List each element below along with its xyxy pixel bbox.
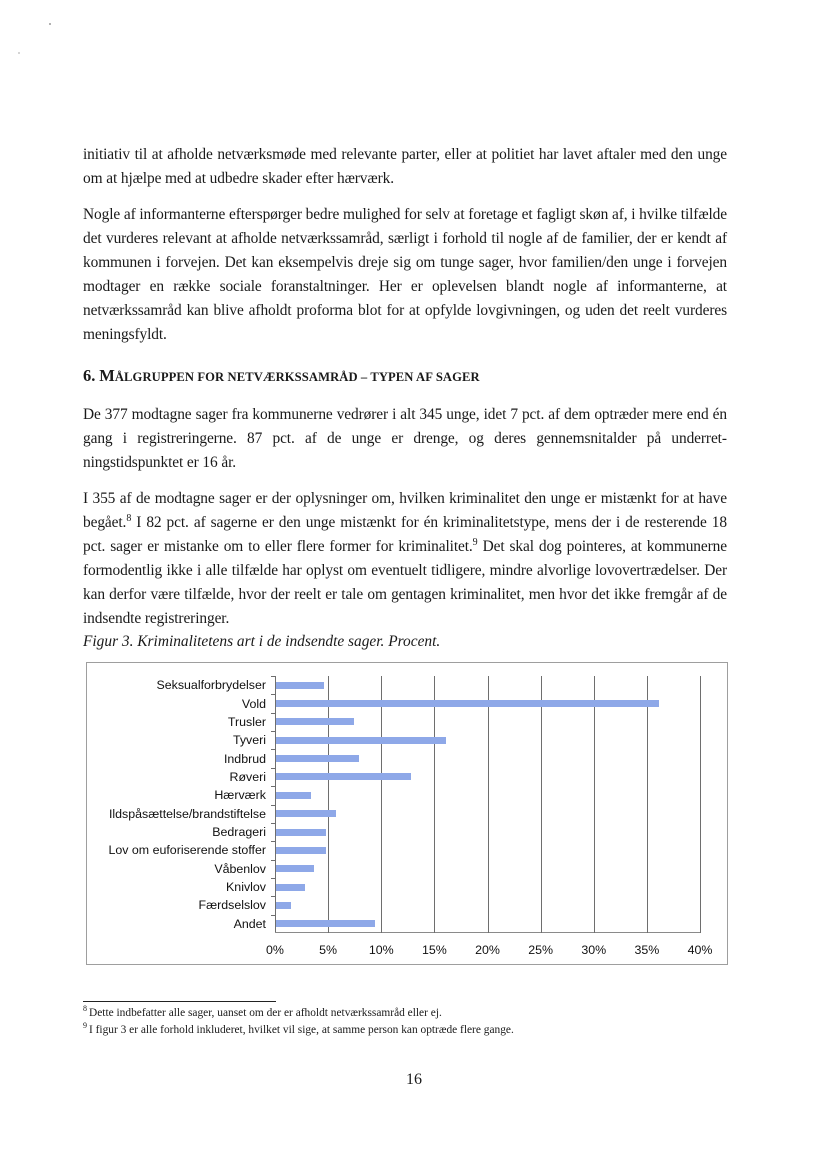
gridline <box>328 676 329 933</box>
bar <box>276 682 324 689</box>
section-number: 6. <box>83 366 96 385</box>
bar <box>276 829 326 836</box>
category-label: Tyveri <box>232 733 266 748</box>
bar <box>276 718 354 725</box>
y-axis <box>275 676 276 933</box>
bar <box>276 773 411 780</box>
y-tick <box>271 823 275 824</box>
y-tick <box>271 768 275 769</box>
x-tick-label: 25% <box>528 943 554 957</box>
y-tick <box>271 896 275 897</box>
y-tick <box>271 878 275 879</box>
footnote-text: Dette indbefatter alle sager, uanset om der er afholdt netværkssamråd eller ej. <box>89 1007 442 1019</box>
figure-caption: Figur 3. Kriminalitetens art i de indsendte sager. Procent. <box>83 633 441 650</box>
category-label: Andet <box>233 916 266 931</box>
x-tick-label: 30% <box>581 943 607 957</box>
footnote-8 <box>83 1006 723 1021</box>
scan-speck <box>49 23 51 25</box>
category-label: Ildspåsættelse/brandstiftelse <box>108 806 266 821</box>
x-tick-label: 20% <box>475 943 500 957</box>
paragraph-text: I 355 af de modtagne sager er der oplysninger om, hvilken kriminalitet den unge er mistænkt for at have begået. <box>83 490 727 531</box>
x-tick-label: 5% <box>319 943 338 957</box>
category-label: Færdselslov <box>198 898 266 913</box>
y-tick <box>271 915 275 916</box>
gridline <box>434 676 435 933</box>
paragraph-text: I 82 pct. af sagerne er den unge mistænkt for én kriminalitetstype, mens der i de resterende 18 pct. sager er mistanke om to eller flere former for kriminalitet. <box>83 514 727 555</box>
bar <box>276 810 336 817</box>
bar <box>276 865 314 872</box>
bar <box>276 792 311 799</box>
gridline <box>541 676 542 933</box>
y-tick <box>271 694 275 695</box>
category-label: Trusler <box>227 714 266 729</box>
y-tick <box>271 841 275 842</box>
category-label: Hærværk <box>214 788 266 803</box>
y-tick <box>271 749 275 750</box>
category-label: Seksualforbrydelser <box>156 678 266 693</box>
x-tick-label: 35% <box>634 943 660 957</box>
category-label: Røveri <box>229 769 266 784</box>
page-number: 16 <box>406 1071 422 1088</box>
bar <box>276 847 326 854</box>
paragraph-informants: Nogle af informanterne efterspørger bedre mulighed for selv at foretage et fagligt skøn af, i hvilke tilfælde det vurderes relevant at afholde netværkssamråd, særligt i forhold til nogle af de familier, der er kendt af kommunen i forvejen. Det kan eksempelvis dreje sig om tunge sager, hvor familien/den unge i forvejen modtager en række sociale foranstaltninger. Her er oplevelsen blandt nogle af informanterne, at netværkssamråd kan blive afholdt proforma blot for at opfylde lovgivningen, og uden det reelt vurderes meningsfyldt. <box>83 206 727 343</box>
footnote-mark: 8 <box>83 1004 87 1014</box>
category-label: Våbenlov <box>214 861 266 876</box>
gridline <box>594 676 595 933</box>
y-tick <box>271 860 275 861</box>
paragraph-intro: initiativ til at afholde netværksmøde med relevante parter, eller at politiet har lavet aftaler med den unge om at hjælpe med at udbedre skader efter hærværk. <box>83 146 727 187</box>
section-heading <box>83 366 727 387</box>
x-tick-label: 40% <box>687 943 713 957</box>
y-tick <box>271 731 275 732</box>
paragraph-crime-types <box>83 487 727 631</box>
category-label: Vold <box>241 696 266 711</box>
section-title-initial: M <box>99 366 115 385</box>
category-label: Lov om euforiserende stoffer <box>108 843 266 858</box>
y-tick <box>271 713 275 714</box>
footnote-separator <box>83 1001 276 1002</box>
footnote-ref-8[interactable]: 8 <box>126 512 132 524</box>
y-tick <box>271 676 275 677</box>
bar <box>276 700 659 707</box>
paragraph-text: Det skal dog pointeres, at kommunerne formodentlig ikke i alle tilfælde har oplyst om eventuelt tidligere, mindre alvorlige lovovertrædelser. Der kan derfor være tilfælde, hvor der reelt er tale om gentagen kriminalitet, men hvor det ikke fremgår af de indsendte registreringer. <box>83 538 727 627</box>
x-tick-label: 0% <box>266 943 284 957</box>
x-tick-label: 10% <box>368 943 394 957</box>
gridline <box>647 676 648 933</box>
gridline <box>488 676 489 933</box>
footnote-mark: 9 <box>83 1021 87 1031</box>
y-tick <box>271 786 275 787</box>
bar <box>276 920 375 927</box>
category-label: Indbrud <box>223 751 266 766</box>
section-title-rest: ÅLGRUPPEN FOR NETVÆRKSSAMRÅD – TYPEN AF SAGER <box>114 370 480 384</box>
gridline <box>700 676 701 933</box>
footnote-ref-9[interactable]: 9 <box>472 536 478 548</box>
x-tick-label: 15% <box>421 943 447 957</box>
bar-chart-plot-area <box>275 676 700 933</box>
paragraph-target-group: De 377 modtagne sager fra kommunerne vedrører i alt 345 unge, idet 7 pct. af dem optræder mere end én gang i registreringerne. 87 pct. af de unge er drenge, og deres gennemsnitalder på underretningstidspunktet er 16 år. <box>83 406 727 471</box>
bar <box>276 884 305 891</box>
bar <box>276 755 359 762</box>
gridline <box>381 676 382 933</box>
bar <box>276 902 291 909</box>
footnote-text: I figur 3 er alle forhold inkluderet, hvilket vil sige, at samme person kan optræde flere gange. <box>89 1024 514 1036</box>
scan-speck <box>18 52 20 54</box>
y-tick <box>271 805 275 806</box>
category-label: Bedrageri <box>212 825 266 840</box>
bar <box>276 737 446 744</box>
footnote-9 <box>83 1023 723 1038</box>
category-label: Knivlov <box>226 880 266 895</box>
